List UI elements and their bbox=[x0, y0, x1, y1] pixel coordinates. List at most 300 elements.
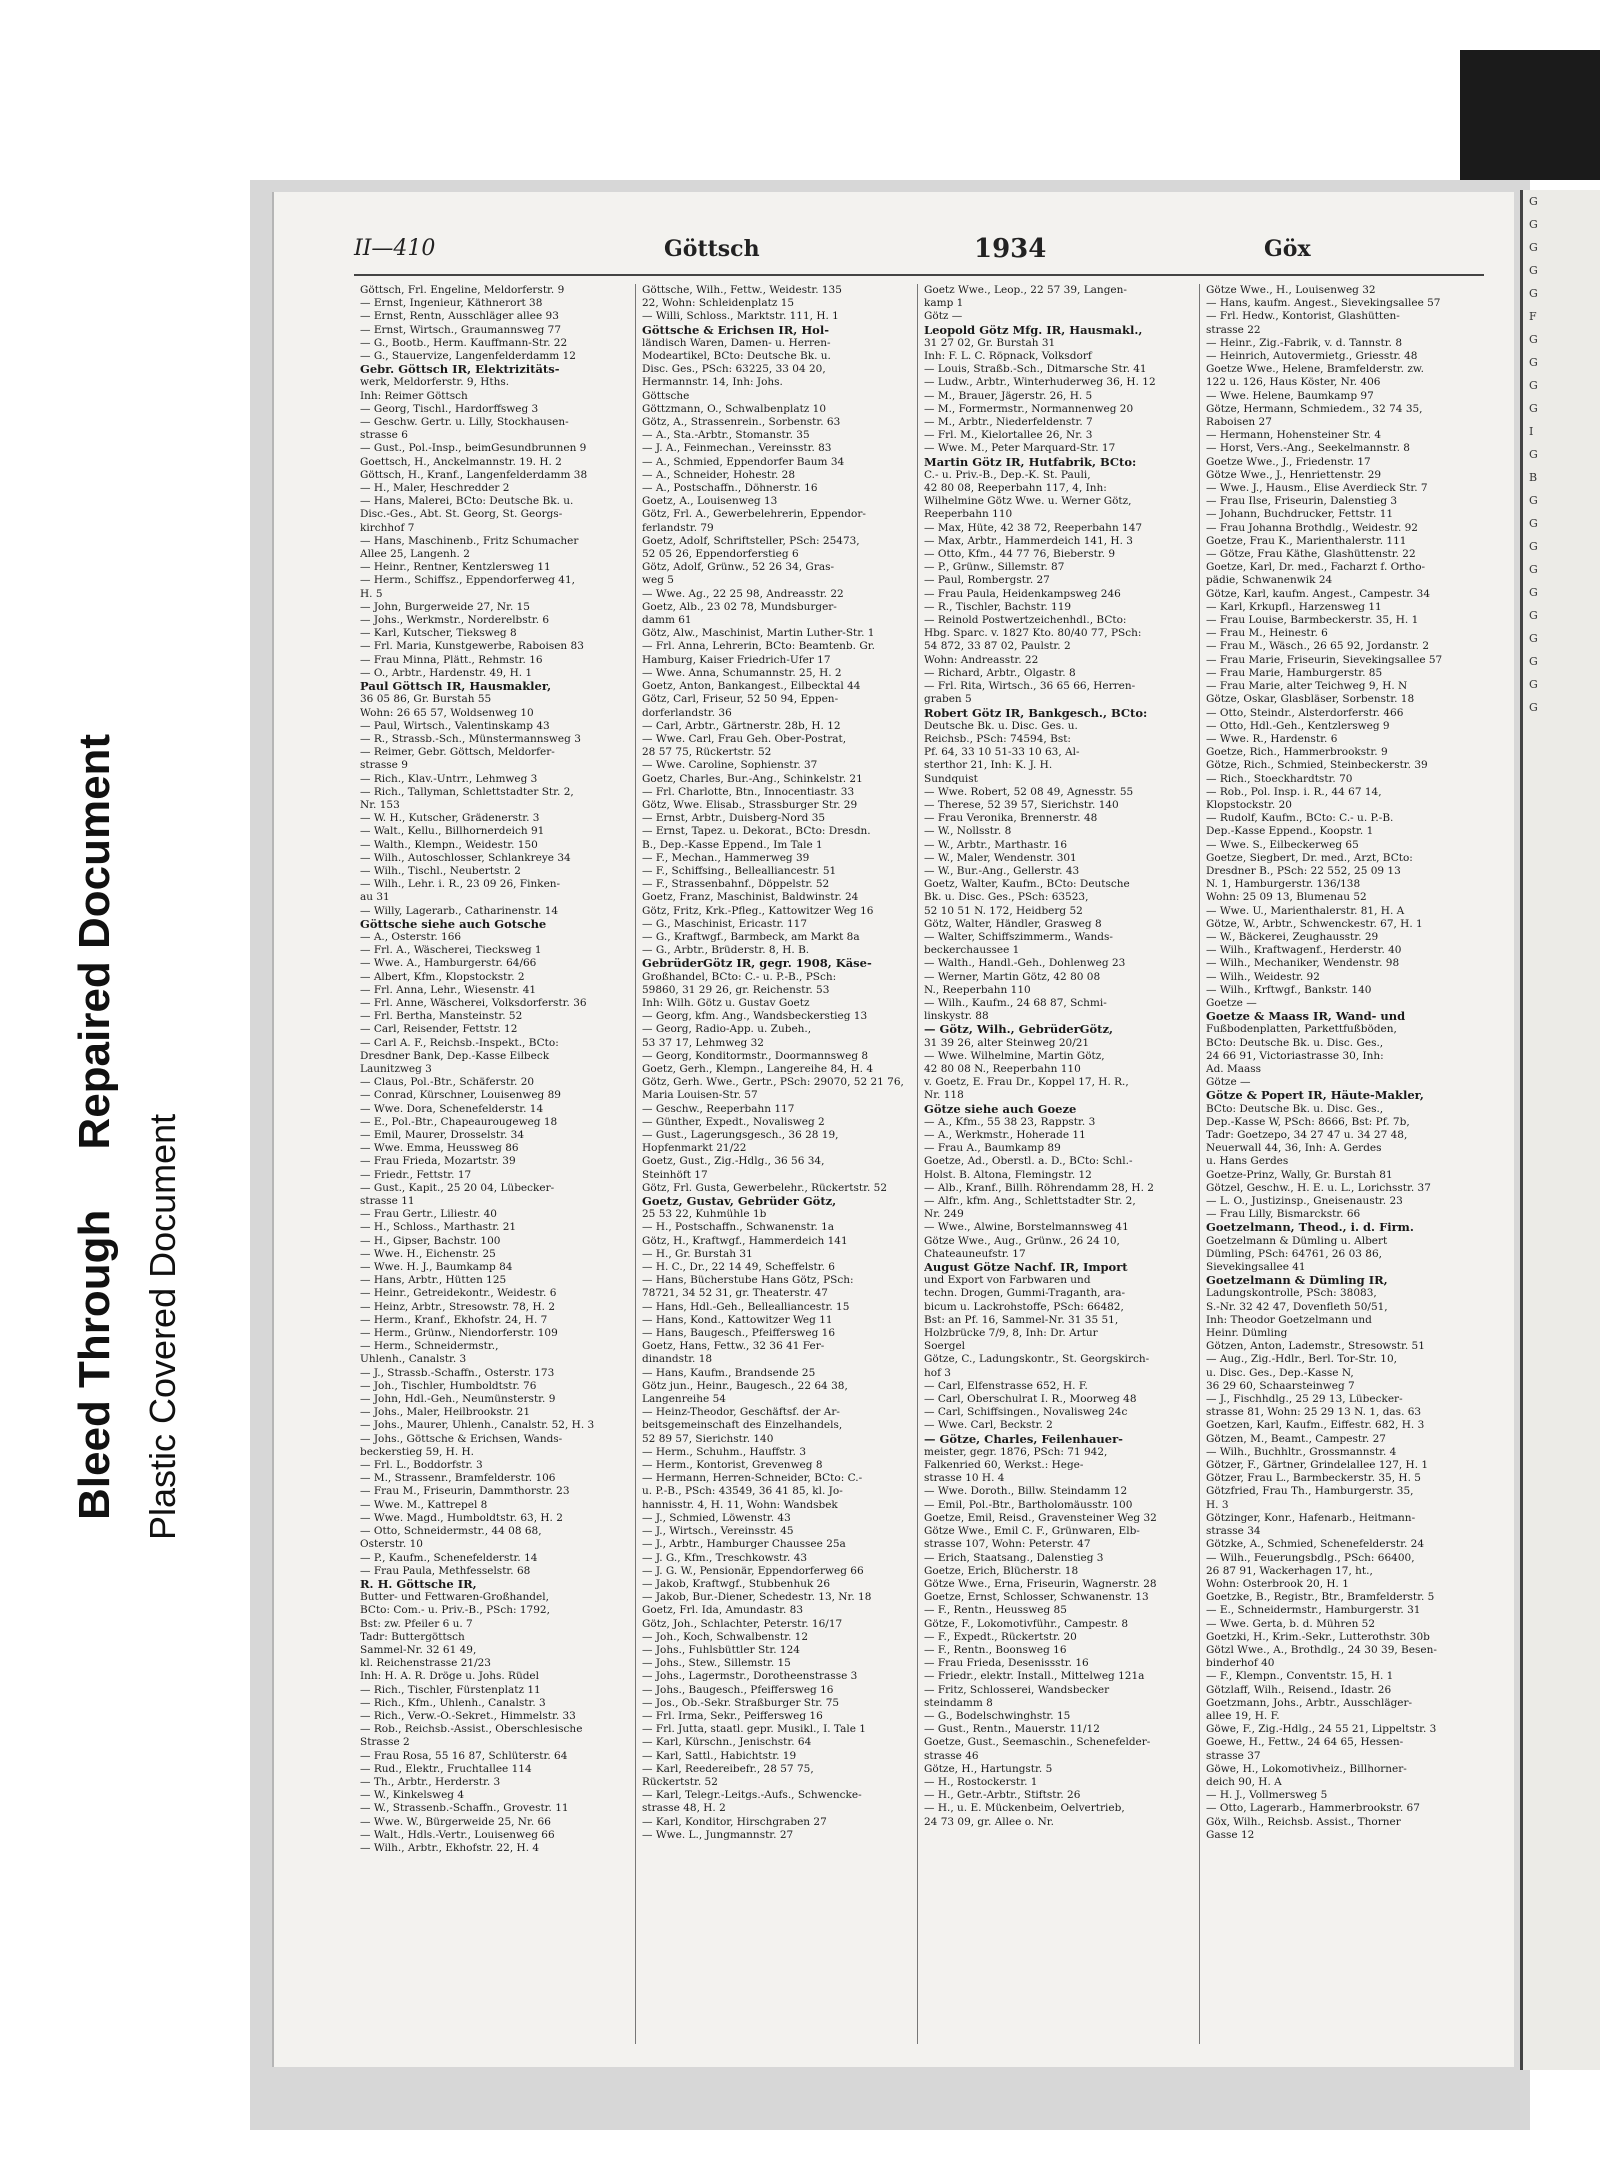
directory-entry: — H. J., Vollmersweg 5 bbox=[1206, 1789, 1328, 1802]
directory-entry: — Carl, Elfenstrasse 652, H. F. bbox=[924, 1379, 1088, 1392]
directory-entry: — Wwe. A., Hamburgerstr. 64/66 bbox=[360, 957, 537, 970]
directory-entry: Goetz, Franz, Maschinist, Baldwinstr. 24 bbox=[642, 891, 859, 904]
directory-entry: — Wwe. Magd., Humboldtstr. 63, H. 2 bbox=[360, 1511, 563, 1524]
directory-entry: — G., Kraftwgf., Barmbeck, am Markt 8a bbox=[642, 930, 860, 943]
directory-entry: Göttsche, Wilh., Fettw., Weidestr. 135 bbox=[642, 284, 842, 296]
directory-entry: Goetze Wwe., Helene, Bramfelderstr. zw. bbox=[1206, 363, 1424, 376]
directory-entry: Rückertstr. 52 bbox=[642, 1775, 718, 1788]
directory-entry: Hbg. Sparc. v. 1827 Kto. 80/40 77, PSch: bbox=[924, 627, 1142, 640]
directory-entry: — Herm., Kontorist, Grevenweg 8 bbox=[642, 1459, 823, 1472]
side-annotation bbox=[70, 580, 270, 1580]
directory-entry: — H., Gipser, Bachstr. 100 bbox=[360, 1234, 501, 1247]
directory-entry: Inh: Wilh. Götz u. Gustav Goetz bbox=[642, 996, 810, 1009]
directory-entry: Robert Götz IR, Bankgesch., BCto: bbox=[924, 706, 1148, 720]
directory-entry: Goetze, Frau K., Marienthalerstr. 111 bbox=[1206, 534, 1407, 547]
directory-entry: — Alb., Kranf., Billh. Röhrendamm 28, H. 2 bbox=[924, 1181, 1154, 1194]
directory-column-2 bbox=[636, 284, 918, 2044]
adjacent-page-fragment: G bbox=[1529, 540, 1538, 553]
directory-entry: Goetz, Walter, Kaufm., BCto: Deutsche bbox=[924, 878, 1130, 891]
directory-entry: N. 1, Hamburgerstr. 136/138 bbox=[1206, 878, 1361, 891]
directory-entry: Götze, C., Ladungskontr., St. Georgskirch- bbox=[924, 1353, 1150, 1366]
directory-entry: — Frau M., Wäsch., 26 65 92, Jordanstr. 2 bbox=[1206, 640, 1430, 653]
directory-entry: — Hans, Kaufm., Brandsende 25 bbox=[642, 1366, 816, 1379]
adjacent-page-fragment: I bbox=[1529, 425, 1534, 438]
directory-entry: — Georg, Tischl., Hardorffsweg 3 bbox=[360, 402, 539, 415]
header-right-keyword: Göx bbox=[1264, 236, 1311, 262]
directory-entry: v. Goetz, E. Frau Dr., Koppel 17, H. R., bbox=[924, 1076, 1129, 1089]
annotation-repaired: Repaired Document bbox=[70, 733, 119, 1150]
directory-entry: — Claus, Pol.-Btr., Schäferstr. 20 bbox=[360, 1076, 535, 1089]
directory-entry: Paul Göttsch IR, Hausmakler, bbox=[360, 680, 552, 694]
directory-entry: — Wwe. M., Kattrepel 8 bbox=[360, 1498, 488, 1511]
directory-entry: — Wwe. Robert, 52 08 49, Agnesstr. 55 bbox=[924, 785, 1134, 798]
directory-entry: — Frl. Hedw., Kontorist, Glashütten- bbox=[1206, 310, 1400, 323]
directory-entry: Goetzki, H., Krim.-Sekr., Lutterothstr. 30b bbox=[1206, 1630, 1430, 1643]
directory-entry: — Frl. M., Kielortallee 26, Nr. 3 bbox=[924, 429, 1093, 442]
directory-entry: — Gust., Rentn., Mauerstr. 11/12 bbox=[924, 1723, 1100, 1736]
directory-entry: Götzel, Geschw., H. E. u. L., Lorichsstr. 37 bbox=[1206, 1181, 1431, 1194]
directory-entry: — Jakob, Bur.-Diener, Schedestr. 13, Nr. 18 bbox=[642, 1591, 872, 1604]
directory-entry: B., Dep.-Kasse Eppend., Im Tale 1 bbox=[642, 838, 823, 851]
directory-entry: 54 872, 33 87 02, Paulstr. 2 bbox=[924, 640, 1071, 653]
directory-entry: u. Disc. Ges., Dep.-Kasse N, bbox=[1206, 1366, 1354, 1379]
directory-entry: Götze, Rich., Schmied, Steinbeckerstr. 39 bbox=[1206, 759, 1428, 772]
directory-entry: — J., Arbtr., Hamburger Chaussee 25a bbox=[642, 1538, 846, 1551]
directory-entry: — Wwe. Gerta, b. d. Mühren 52 bbox=[1206, 1617, 1376, 1630]
directory-entry: — Wwe. Ag., 22 25 98, Andreasstr. 22 bbox=[642, 587, 844, 600]
directory-entry: 31 27 02, Gr. Burstah 31 bbox=[924, 336, 1056, 349]
directory-entry: — F., Schiffsing., Bellealliancestr. 51 bbox=[642, 864, 837, 877]
directory-entry: — Joh., Tischler, Humboldtstr. 76 bbox=[360, 1379, 537, 1392]
directory-entry: Disc. Ges., PSch: 63225, 33 04 20, bbox=[642, 363, 826, 376]
directory-entry: — F., Strassenbahnf., Döppelstr. 52 bbox=[642, 878, 830, 891]
directory-entry: — Rich., Klav.-Untrr., Lehmweg 3 bbox=[360, 772, 538, 785]
directory-entry: Disc.-Ges., Abt. St. Georg, St. Georgs- bbox=[360, 508, 563, 521]
directory-entry: — A., Werkmstr., Hoherade 11 bbox=[924, 1129, 1086, 1141]
directory-entry: Götze, Karl, kaufm. Angest., Campestr. 34 bbox=[1206, 587, 1431, 600]
directory-entry: — Fritz, Schlosserei, Wandsbecker bbox=[924, 1683, 1110, 1696]
directory-entry: Großhandel, BCto: C.- u. P.-B., PSch: bbox=[642, 970, 837, 983]
directory-entry: Göwe, F., Zig.-Hdlg., 24 55 21, Lippeltstr. 3 bbox=[1206, 1723, 1437, 1736]
directory-entry: — F., Expedt., Rückertstr. 20 bbox=[924, 1630, 1077, 1643]
directory-entry: — Wwe. H. J., Baumkamp 84 bbox=[360, 1261, 513, 1274]
adjacent-page-fragment: G bbox=[1529, 241, 1538, 254]
directory-entry: — Frl. A., Wäscherei, Tiecksweg 1 bbox=[360, 944, 542, 957]
directory-entry: Klopstockstr. 20 bbox=[1206, 798, 1292, 811]
directory-entry: Fußbodenplatten, Parkettfußböden, bbox=[1206, 1023, 1397, 1036]
directory-entry: Götz, Frl. A., Gewerbelehrerin, Eppendor- bbox=[642, 508, 866, 521]
directory-entry: — Wilh., Krftwgf., Bankstr. 140 bbox=[1206, 983, 1372, 996]
directory-entry: beckerchaussee 1 bbox=[924, 944, 1020, 957]
directory-entry: 52 05 26, Eppendorferstieg 6 bbox=[642, 548, 799, 561]
directory-entry: — Walt., Hdls.-Vertr., Louisenweg 66 bbox=[360, 1828, 555, 1841]
directory-entry: beckerstieg 59, H. H. bbox=[360, 1445, 475, 1458]
directory-entry: — Georg, kfm. Ang., Wandsbeckerstieg 13 bbox=[642, 1010, 868, 1023]
directory-entry: — Günther, Expedt., Novalisweg 2 bbox=[642, 1115, 825, 1128]
directory-entry: — Alfr., kfm. Ang., Schlettstadter Str. 2, bbox=[924, 1195, 1136, 1208]
directory-entry: Launitzweg 3 bbox=[360, 1062, 432, 1075]
directory-entry: — Louis, Straßb.-Sch., Ditmarsche Str. 41 bbox=[924, 363, 1147, 376]
directory-entry: Goetz, Alb., 23 02 78, Mundsburger- bbox=[642, 600, 837, 613]
directory-entry: Strasse 2 bbox=[360, 1736, 410, 1749]
directory-entry: Götze Wwe., Aug., Grünw., 26 24 10, bbox=[924, 1234, 1120, 1247]
directory-entry: Falkenried 60, Werkst.: Hege- bbox=[924, 1459, 1084, 1472]
directory-entry: Allee 25, Langenh. 2 bbox=[360, 548, 470, 561]
directory-entry: Holzbrücke 7/9, 8, Inh: Dr. Artur bbox=[924, 1327, 1098, 1340]
directory-entry: Goetze, Siegbert, Dr. med., Arzt, BCto: bbox=[1206, 851, 1413, 864]
directory-entry: — Frl. Anne, Wäscherei, Volksdorferstr. 36 bbox=[360, 996, 587, 1009]
directory-entry: Hermannstr. 14, Inh: Johs. bbox=[642, 376, 783, 389]
directory-entry: — F., Klempn., Conventstr. 15, H. 1 bbox=[1206, 1670, 1394, 1683]
directory-entry: — Heinz, Arbtr., Stresowstr. 78, H. 2 bbox=[360, 1300, 555, 1313]
directory-entry: Raboisen 27 bbox=[1206, 416, 1272, 429]
directory-entry: H. 3 bbox=[1206, 1498, 1229, 1511]
directory-entry: — F., Rentn., Boonsweg 16 bbox=[924, 1643, 1067, 1656]
directory-entry: beitsgemeinschaft des Einzelhandels, bbox=[642, 1419, 843, 1432]
directory-entry: — Karl, Krkupfl., Harzensweg 11 bbox=[1206, 600, 1382, 613]
directory-entry: Goetz, Gust., Zig.-Hdlg., 36 56 34, bbox=[642, 1155, 825, 1168]
directory-entry: — J., Strassb.-Schaffn., Osterstr. 173 bbox=[360, 1366, 555, 1379]
directory-entry: — Wwe. Caroline, Sophienstr. 37 bbox=[642, 759, 818, 772]
directory-entry: Langenreihe 54 bbox=[642, 1393, 726, 1406]
annotation-bleed-through: Bleed Through bbox=[70, 1209, 119, 1520]
directory-entry: — F., Rentn., Heussweg 85 bbox=[924, 1604, 1067, 1617]
directory-entry: — Frau Ilse, Friseurin, Dalenstieg 3 bbox=[1206, 495, 1398, 508]
directory-entry: Goetz, Charles, Bur.-Ang., Schinkelstr. 21 bbox=[642, 772, 863, 785]
directory-entry: Götze Wwe., Emil C. F., Grünwaren, Elb- bbox=[924, 1525, 1140, 1538]
directory-entry: 53 37 17, Lehmweg 32 bbox=[642, 1036, 764, 1049]
directory-entry: — Heinr., Zig.-Fabrik, v. d. Tannstr. 8 bbox=[1206, 336, 1402, 349]
directory-entry: Dep.-Kasse Eppend., Koopstr. 1 bbox=[1206, 825, 1374, 838]
directory-entry: Maria Louisen-Str. 57 bbox=[642, 1089, 758, 1102]
directory-entry: — Frl. Anna, Lehr., Wiesenstr. 41 bbox=[360, 983, 537, 996]
directory-entry: — Frau Gertr., Liliestr. 40 bbox=[360, 1208, 497, 1221]
directory-entry: — Wwe. R., Hardenstr. 6 bbox=[1206, 732, 1338, 745]
directory-entry: — W., Strassenb.-Schaffn., Grovestr. 11 bbox=[360, 1802, 569, 1815]
directory-entry: — Frau Lilly, Bismarckstr. 66 bbox=[1206, 1208, 1361, 1221]
directory-entry: deich 90, H. A bbox=[1206, 1775, 1282, 1788]
directory-entry: Goetze, Gust., Seemaschin., Schenefelder- bbox=[924, 1736, 1151, 1749]
directory-entry: pädie, Schwanenwik 24 bbox=[1206, 574, 1333, 587]
directory-entry: Götz, Gerh. Wwe., Gertr., PSch: 29070, 52 21 76, bbox=[642, 1076, 904, 1089]
directory-entry: strasse 107, Wohn: Peterstr. 47 bbox=[924, 1538, 1091, 1551]
directory-entry: Götze & Popert IR, Häute-Makler, bbox=[1206, 1089, 1424, 1103]
directory-entry: — Reinold Postwertzeichenhdl., BCto: bbox=[924, 614, 1127, 627]
directory-entry: — Johs., Fuhlsbüttler Str. 124 bbox=[642, 1643, 800, 1656]
directory-entry: — Johs., Stew., Sillemstr. 15 bbox=[642, 1657, 791, 1670]
directory-entry: Götze Wwe., Erna, Friseurin, Wagnerstr. 28 bbox=[924, 1577, 1157, 1590]
directory-entry: steindamm 8 bbox=[924, 1696, 993, 1709]
directory-entry: 28 57 75, Rückertstr. 52 bbox=[642, 746, 772, 759]
directory-entry: Goetzelmann, Theod., i. d. Firm. bbox=[1206, 1221, 1414, 1235]
directory-entry: Götze siehe auch Goeze bbox=[924, 1102, 1077, 1116]
directory-entry: — Frau Minna, Plätt., Rehmstr. 16 bbox=[360, 653, 543, 666]
directory-entry: Gebr. Göttsch IR, Elektrizitäts- bbox=[360, 363, 560, 377]
directory-entry: — Wwe. Emma, Heussweg 86 bbox=[360, 1142, 519, 1155]
directory-entry: — Johs., Maler, Heilbrookstr. 21 bbox=[360, 1406, 530, 1419]
directory-entry: Goetz, Gerh., Klempn., Langereihe 84, H. 4 bbox=[642, 1062, 873, 1075]
directory-entry: — Wilh., Autoschlosser, Schlankreye 34 bbox=[360, 851, 571, 864]
directory-entry: — Aug., Zig.-Hdlr., Berl. Tor-Str. 10, bbox=[1206, 1353, 1398, 1366]
directory-entry: — Frau Rosa, 55 16 87, Schlüterstr. 64 bbox=[360, 1749, 568, 1762]
adjacent-page-fragment: G bbox=[1529, 402, 1538, 415]
directory-entry: — Heinr., Rentner, Kentzlersweg 11 bbox=[360, 561, 551, 574]
directory-entry: hof 3 bbox=[924, 1366, 951, 1379]
directory-entry: Götzer, F., Gärtner, Grindelallee 127, H. 1 bbox=[1206, 1459, 1429, 1472]
directory-entry: — Frau Paula, Methfesselstr. 68 bbox=[360, 1564, 531, 1577]
directory-entry: strasse 6 bbox=[360, 429, 408, 442]
directory-entry: Götze, H., Hartungstr. 5 bbox=[924, 1762, 1053, 1775]
directory-entry: — G., Arbtr., Brüderstr. 8, H. B. bbox=[642, 944, 810, 957]
directory-entry: Goewe, H., Fettw., 24 64 65, Hessen- bbox=[1206, 1736, 1404, 1749]
directory-entry: Götz, H., Kraftwgf., Hammerdeich 141 bbox=[642, 1234, 848, 1247]
directory-entry: 36 05 86, Gr. Burstah 55 bbox=[360, 693, 492, 706]
directory-entry: Götze, W., Arbtr., Schwenckestr. 67, H. 1 bbox=[1206, 917, 1423, 930]
directory-entry: — Wilh., Mechaniker, Wendenstr. 98 bbox=[1206, 957, 1400, 970]
directory-entry: — Frau Frieda, Mozartstr. 39 bbox=[360, 1155, 516, 1168]
directory-entry: — Herm., Kranf., Ekhofstr. 24, H. 7 bbox=[360, 1313, 548, 1326]
directory-entry: — J., Schmied, Löwenstr. 43 bbox=[642, 1511, 791, 1524]
directory-entry: Göwe, H., Lokomotivheiz., Billhorner- bbox=[1206, 1762, 1407, 1775]
directory-entry: — Emil, Maurer, Drosselstr. 34 bbox=[360, 1129, 525, 1141]
adjacent-page-fragment: G bbox=[1529, 632, 1538, 645]
directory-entry: — Heinr., Getreidekontr., Weidestr. 6 bbox=[360, 1287, 557, 1300]
directory-entry: Goettsch, H., Anckelmannstr. 19. H. 2 bbox=[360, 455, 562, 468]
directory-entry: BCto: Deutsche Bk. u. Disc. Ges., bbox=[1206, 1102, 1384, 1115]
directory-entry: Goetze, Ad., Oberstl. a. D., BCto: Schl.- bbox=[924, 1155, 1133, 1168]
directory-entry: Leopold Götz Mfg. IR, Hausmakl., bbox=[924, 323, 1143, 337]
directory-entry: — H., Schloss., Marthastr. 21 bbox=[360, 1221, 517, 1234]
directory-entry: au 31 bbox=[360, 891, 390, 904]
directory-entry: Sundquist bbox=[924, 772, 978, 785]
directory-entry: Inh: F. L. C. Röpnack, Volksdorf bbox=[924, 350, 1092, 363]
directory-entry: Wilhelmine Götz Wwe. u. Werner Götz, bbox=[924, 495, 1132, 508]
directory-entry: — Emil, Pol.-Btr., Bartholomäusstr. 100 bbox=[924, 1498, 1133, 1511]
directory-entry: — Wwe. Carl, Beckstr. 2 bbox=[924, 1419, 1053, 1432]
directory-entry: Dümling, PSch: 64761, 26 03 86, bbox=[1206, 1247, 1382, 1260]
directory-entry: ferlandstr. 79 bbox=[642, 521, 714, 534]
directory-entry: Hopfenmarkt 21/22 bbox=[642, 1142, 747, 1155]
directory-entry: — H. C., Dr., 22 14 49, Scheffelstr. 6 bbox=[642, 1261, 835, 1274]
directory-entry: — Walth., Klempn., Weidestr. 150 bbox=[360, 838, 538, 851]
directory-entry: Götz, Fritz, Krk.-Pfleg., Kattowitzer Weg 16 bbox=[642, 904, 874, 917]
directory-entry: — Rob., Reichsb.-Assist., Oberschlesische bbox=[360, 1723, 583, 1736]
directory-entry: — J. A., Feinmechan., Vereinsstr. 83 bbox=[642, 442, 832, 455]
directory-entry: Deutsche Bk. u. Disc. Ges. u. bbox=[924, 719, 1078, 732]
directory-entry: Gasse 12 bbox=[1206, 1828, 1255, 1841]
directory-entry: — A., Osterstr. 166 bbox=[360, 930, 462, 943]
directory-entry: — Georg, Konditormstr., Doormannsweg 8 bbox=[642, 1049, 869, 1062]
directory-entry: u. P.-B., PSch: 43549, 36 41 85, kl. Jo- bbox=[642, 1485, 843, 1498]
directory-entry: — Johs., Lagermstr., Dorotheenstrasse 3 bbox=[642, 1670, 858, 1683]
directory-entry: — Frau Marie, Hamburgerstr. 85 bbox=[1206, 666, 1383, 679]
header-year: 1934 bbox=[974, 234, 1047, 264]
directory-entry: — Frl. Jutta, staatl. gepr. Musikl., I. Tale 1 bbox=[642, 1723, 866, 1736]
directory-entry: damm 61 bbox=[642, 614, 692, 627]
directory-entry: — P., Kaufm., Schenefelderstr. 14 bbox=[360, 1551, 538, 1564]
directory-entry: — A., Schneider, Hohestr. 28 bbox=[642, 468, 796, 481]
adjacent-page-fragment: G bbox=[1529, 356, 1538, 369]
directory-entry: — Paul, Wirtsch., Valentinskamp 43 bbox=[360, 719, 550, 732]
directory-entry: — Werner, Martin Götz, 42 80 08 bbox=[924, 970, 1101, 983]
adjacent-page-fragment: G bbox=[1529, 563, 1538, 576]
directory-entry: — Wilh., Buchhltr., Grossmannstr. 4 bbox=[1206, 1445, 1397, 1458]
directory-entry: — Hermann, Hohensteiner Str. 4 bbox=[1206, 429, 1382, 442]
directory-entry: — Frl. Bertha, Mansteinstr. 52 bbox=[360, 1010, 523, 1023]
directory-entry: — Carl A. F., Reichsb.-Inspekt., BCto: bbox=[360, 1036, 559, 1049]
directory-entry: Goetze & Maass IR, Wand- und bbox=[1206, 1010, 1406, 1024]
directory-entry: — W., Bäckerei, Zeughausstr. 29 bbox=[1206, 930, 1379, 943]
directory-entry: — Karl, Kürschn., Jenischstr. 64 bbox=[642, 1736, 812, 1749]
directory-entry: Hamburg, Kaiser Friedrich-Ufer 17 bbox=[642, 653, 831, 666]
directory-entry: ländisch Waren, Damen- u. Herren- bbox=[642, 336, 831, 349]
directory-entry: — Joh., Koch, Schwalbenstr. 12 bbox=[642, 1630, 808, 1643]
directory-entry: — Hermann, Herren-Schneider, BCto: C.- bbox=[642, 1472, 863, 1485]
directory-entry: — H., Maler, Heschredder 2 bbox=[360, 482, 510, 495]
directory-entry: — W., Arbtr., Marthastr. 16 bbox=[924, 838, 1068, 851]
directory-entry: — Rich., Stoeckhardtstr. 70 bbox=[1206, 772, 1353, 785]
directory-entry: Osterstr. 10 bbox=[360, 1538, 423, 1551]
directory-entry: — Wwe. Doroth., Billw. Steindamm 12 bbox=[924, 1485, 1128, 1498]
directory-entry: meister, gegr. 1876, PSch: 71 942, bbox=[924, 1445, 1108, 1458]
directory-entry: Reeperbahn 110 bbox=[924, 508, 1013, 521]
directory-entry: H. 5 bbox=[360, 587, 383, 600]
directory-entry: — P., Grünw., Sillemstr. 87 bbox=[924, 561, 1065, 574]
directory-entry: — J. G., Kfm., Treschkowstr. 43 bbox=[642, 1551, 808, 1564]
directory-entry: 78721, 34 52 31, gr. Theaterstr. 47 bbox=[642, 1287, 828, 1300]
directory-entry: Butter- und Fettwaren-Großhandel, bbox=[360, 1591, 549, 1604]
directory-entry: Inh: Theodor Goetzelmann und bbox=[1206, 1313, 1372, 1326]
directory-entry: — Max, Arbtr., Hammerdeich 141, H. 3 bbox=[924, 534, 1133, 547]
directory-entry: — Johann, Buchdrucker, Fettstr. 11 bbox=[1206, 508, 1394, 521]
directory-entry: Goetze, Karl, Dr. med., Facharzt f. Ortho- bbox=[1206, 561, 1426, 574]
directory-entry: — Carl, Arbtr., Gärtnerstr. 28b, H. 12 bbox=[642, 719, 841, 732]
directory-entry: — Hans, kaufm. Angest., Sievekingsallee 57 bbox=[1206, 297, 1441, 310]
directory-entry: GebrüderGötz IR, gegr. 1908, Käse- bbox=[642, 957, 872, 971]
directory-entry: — Jakob, Kraftwgf., Stubbenhuk 26 bbox=[642, 1577, 831, 1590]
directory-entry: — Wwe. L., Jungmannstr. 27 bbox=[642, 1828, 794, 1841]
directory-entry: — Rob., Pol. Insp. i. R., 44 67 14, bbox=[1206, 785, 1382, 798]
directory-entry: und Export von Farbwaren und bbox=[924, 1274, 1091, 1287]
directory-entry: — W. H., Kutscher, Grädenerstr. 3 bbox=[360, 812, 540, 825]
directory-entry: Göttsche & Erichsen IR, Hol- bbox=[642, 323, 829, 337]
directory-entry: — E., Schneidermstr., Hamburgerstr. 31 bbox=[1206, 1604, 1421, 1617]
directory-entry: — Walth., Handl.-Geh., Dohlenweg 23 bbox=[924, 957, 1126, 970]
adjacent-page-fragment: B bbox=[1529, 471, 1538, 484]
directory-entry: — Willy, Lagerarb., Catharinenstr. 14 bbox=[360, 904, 559, 917]
directory-entry: — Frau M., Heinestr. 6 bbox=[1206, 627, 1328, 640]
directory-entry: August Götze Nachf. IR, Import bbox=[924, 1261, 1128, 1275]
directory-entry: — Wilh., Feuerungsbdlg., PSch: 66400, bbox=[1206, 1551, 1415, 1564]
directory-column-1 bbox=[354, 284, 636, 2044]
directory-entry: — A., Postschaffn., Döhnerstr. 16 bbox=[642, 482, 818, 495]
directory-entry: Götz jun., Heinr., Baugesch., 22 64 38, bbox=[642, 1379, 848, 1392]
directory-entry: kamp 1 bbox=[924, 297, 964, 310]
directory-entry: 25 53 22, Kuhmühle 1b bbox=[642, 1208, 767, 1221]
directory-entry: — Ludw., Arbtr., Winterhuderweg 36, H. 12 bbox=[924, 376, 1156, 389]
directory-entry: Götz, Walter, Händler, Grasweg 8 bbox=[924, 917, 1102, 930]
directory-entry: — Gust., Lagerungsgesch., 36 28 19, bbox=[642, 1129, 839, 1141]
directory-entry: Götzen, M., Beamt., Campestr. 27 bbox=[1206, 1432, 1386, 1445]
directory-entry: — Rich., Tallyman, Schlettstadter Str. 2, bbox=[360, 785, 574, 798]
directory-entry: — Frl. Irma, Sekr., Peiffersweg 16 bbox=[642, 1709, 823, 1722]
directory-entry: — Otto, Schneidermstr., 44 08 68, bbox=[360, 1525, 542, 1538]
directory-entry: 122 u. 126, Haus Köster, Nr. 406 bbox=[1206, 376, 1381, 389]
directory-entry: Martin Götz IR, Hutfabrik, BCto: bbox=[924, 455, 1137, 469]
directory-entry: — Hans, Baugesch., Pfeiffersweg 16 bbox=[642, 1327, 836, 1340]
directory-entry: — Richard, Arbtr., Olgastr. 8 bbox=[924, 666, 1076, 679]
directory-entry: — Heinz-Theodor, Geschäftsf. der Ar- bbox=[642, 1406, 840, 1419]
directory-entry: techn. Drogen, Gummi-Traganth, ara- bbox=[924, 1287, 1126, 1300]
adjacent-page-fragment: G bbox=[1529, 701, 1538, 714]
directory-entry: — Ernst, Ingenieur, Käthnerort 38 bbox=[360, 297, 543, 310]
directory-entry: — Carl, Oberschulrat I. R., Moorweg 48 bbox=[924, 1393, 1137, 1406]
directory-entry: — Wilh., Tischl., Neubertstr. 2 bbox=[360, 864, 521, 877]
adjacent-page-fragment: G bbox=[1529, 195, 1538, 208]
directory-entry: — Wwe. J., Hausm., Elise Averdieck Str. 7 bbox=[1206, 482, 1428, 495]
directory-entry: Göttsch, Frl. Engeline, Meldorferstr. 9 bbox=[360, 284, 565, 296]
directory-entry: Dep.-Kasse W, PSch: 8666, Bst: Pf. 7b, bbox=[1206, 1115, 1410, 1128]
directory-entry: — F., Mechan., Hammerweg 39 bbox=[642, 851, 810, 864]
directory-entry: allee 19, H. F. bbox=[1206, 1709, 1280, 1722]
directory-entry: — Johs., Göttsche & Erichsen, Wands- bbox=[360, 1432, 563, 1445]
directory-entry: Inh: H. A. R. Dröge u. Johs. Rüdel bbox=[360, 1670, 540, 1683]
directory-entry: Dresdner Bank, Dep.-Kasse Eilbeck bbox=[360, 1049, 550, 1062]
directory-entry: Götzen, Anton, Lademstr., Stresowstr. 51 bbox=[1206, 1340, 1425, 1353]
directory-entry: — Rich., Kfm., Uhlenh., Canalstr. 3 bbox=[360, 1696, 546, 1709]
directory-entry: Götz — bbox=[924, 310, 963, 323]
directory-entry: u. Hans Gerdes bbox=[1206, 1155, 1289, 1168]
directory-entry: strasse 34 bbox=[1206, 1525, 1261, 1538]
directory-entry: C.- u. Priv.-B., Dep.-K. St. Pauli, bbox=[924, 468, 1091, 481]
adjacent-page-fragment: G bbox=[1529, 218, 1538, 231]
directory-entry: Götzke, A., Schmied, Schenefelderstr. 24 bbox=[1206, 1538, 1425, 1551]
directory-entry: — John, Burgerweide 27, Nr. 15 bbox=[360, 600, 530, 613]
directory-entry: Götze Wwe., H., Louisenweg 32 bbox=[1206, 284, 1376, 296]
directory-entry: hannisstr. 4, H. 11, Wohn: Wandsbek bbox=[642, 1498, 838, 1511]
directory-entry: — Frau Marie, Friseurin, Sievekingsallee 57 bbox=[1206, 653, 1443, 666]
directory-entry: binderhof 40 bbox=[1206, 1657, 1275, 1670]
directory-entry: 36 29 60, Schaarsteinweg 7 bbox=[1206, 1379, 1355, 1392]
directory-entry: — John, Hdl.-Geh., Neumünsterstr. 9 bbox=[360, 1393, 556, 1406]
directory-entry: Heinr. Dümling bbox=[1206, 1327, 1288, 1340]
directory-entry: — Ernst, Arbtr., Duisberg-Nord 35 bbox=[642, 812, 826, 825]
directory-entry: — Conrad, Kürschner, Louisenweg 89 bbox=[360, 1089, 561, 1102]
directory-entry: Nr. 153 bbox=[360, 798, 400, 811]
directory-entry: 22, Wohn: Schleidenplatz 15 bbox=[642, 297, 795, 310]
directory-entry: — Hans, Maschinenb., Fritz Schumacher bbox=[360, 534, 579, 547]
directory-entry: — Wwe. Dora, Schenefelderstr. 14 bbox=[360, 1102, 544, 1115]
directory-entry: strasse 10 H. 4 bbox=[924, 1472, 1005, 1485]
directory-entry: — Therese, 52 39 57, Sierichstr. 140 bbox=[924, 798, 1119, 811]
directory-entry: Dresdner B., PSch: 22 552, 25 09 13 bbox=[1206, 864, 1401, 877]
directory-entry: — H., Gr. Burstah 31 bbox=[642, 1247, 753, 1260]
directory-entry: — Geschw. Gertr. u. Lilly, Stockhausen- bbox=[360, 416, 569, 429]
directory-entry: — Hans, Arbtr., Hütten 125 bbox=[360, 1274, 507, 1287]
directory-entry: — Willi, Schloss., Marktstr. 111, H. 1 bbox=[642, 310, 839, 323]
directory-entry: — Frl. Charlotte, Btn., Innocentiastr. 33 bbox=[642, 785, 855, 798]
directory-entry: — Geschw., Reeperbahn 117 bbox=[642, 1102, 795, 1115]
header-rule bbox=[354, 274, 1484, 276]
directory-entry: Goetze Wwe., J., Friedenstr. 17 bbox=[1206, 455, 1371, 468]
directory-entry: — Paul, Rombergstr. 27 bbox=[924, 574, 1050, 587]
directory-entry: 24 66 91, Victoriastrasse 30, Inh: bbox=[1206, 1049, 1384, 1062]
directory-entry: — Frau A., Baumkamp 89 bbox=[924, 1142, 1061, 1155]
directory-entry: Götz, Wwe. Elisab., Strassburger Str. 29 bbox=[642, 798, 858, 811]
directory-entry: — Friedr., Fettstr. 17 bbox=[360, 1168, 472, 1181]
directory-entry: R. H. Göttsche IR, bbox=[360, 1577, 477, 1591]
directory-entry: — Hans, Hdl.-Geh., Bellealliancestr. 15 bbox=[642, 1300, 850, 1313]
